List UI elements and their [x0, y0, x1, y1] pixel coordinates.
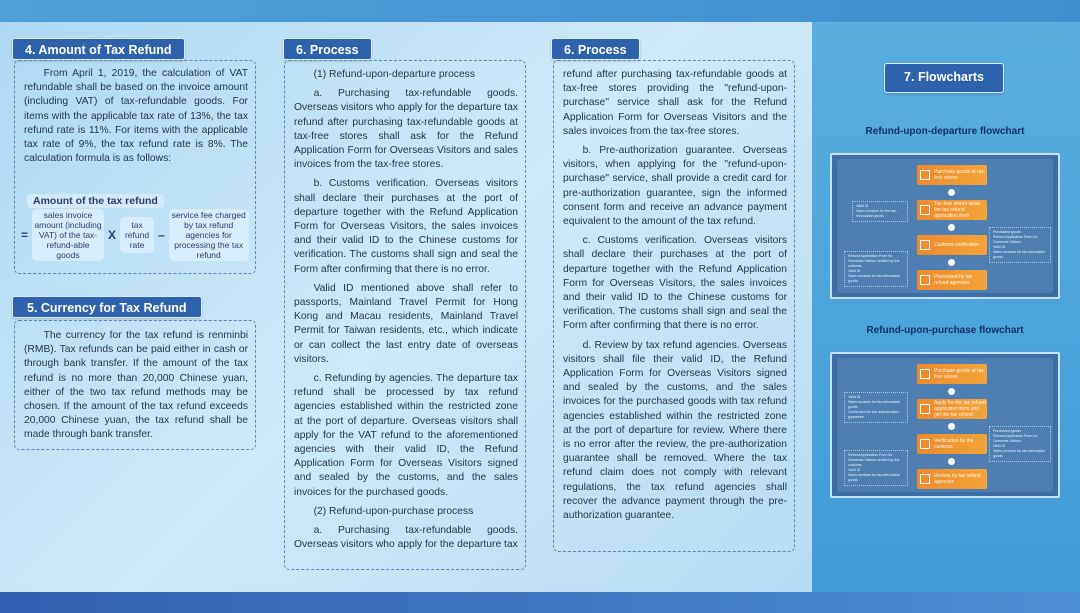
- formula-term-fee: service fee charged by tax refund agencies for processing the tax refund: [169, 209, 249, 261]
- bottom-band: [0, 592, 1080, 613]
- flow-step-label: Customs verification: [934, 242, 980, 248]
- connector-icon: [948, 388, 955, 395]
- flow-step-label: Purchase goods at tax-free stores: [934, 368, 986, 380]
- flow-step-label: Purchase goods at tax-free stores: [934, 169, 986, 181]
- flow-step: [917, 165, 987, 185]
- shopping-bag-icon: [920, 369, 930, 379]
- section-6-heading-2: 6. Process: [551, 38, 640, 60]
- section-4-text: From April 1, 2019, the calculation of VAT refundable shall be based on the invoice amount (including VAT) of tax-refundable goods. For items with the applicable tax rate of 13%, the tax refund rate is 11%. For items with the applicable tax rate of 9%, the tax refund rate is 8%. The calculation formula is as follows:: [24, 68, 248, 165]
- flow-step: [917, 364, 987, 384]
- connector-icon: [948, 458, 955, 465]
- process-paragraph: a. Purchasing tax-refundable goods. Overseas visitors who apply for the departure tax refund after purchasing tax-refundable goods at tax-free stores shall ask for the Refund Application Form for Overseas Visitors and sales invoices from the tax-free stores.: [294, 88, 518, 171]
- flow-step: [917, 399, 987, 419]
- note-item: Sales invoices for tax-refundable goods: [848, 400, 901, 409]
- note-item: Refund Application Form for Overseas Visitors: [993, 235, 1038, 244]
- connector-icon: [948, 423, 955, 430]
- process-paragraph: c. Refunding by agencies. The departure tax refund shall be processed by tax refund agencies established within the restricted zone at the port of departure. Overseas visitors shall apply for the VAT refund to the aforementioned agencies with their valid ID, the Refund Application Form for Overseas Visitors signed and sealed by the customs, and the sales invoices for the purchased goods.: [294, 373, 518, 498]
- note-item: Refund Application Form for Overseas Visitors verified by the customs: [848, 254, 900, 268]
- connector-icon: [948, 259, 955, 266]
- process-paragraph: refund after purchasing tax-refundable goods at tax-free stores providing the "refund-upon-purchase" service shall ask for the Refund Application Form for Overseas Visitors and the sales invoices from the tax-free stores.: [563, 69, 787, 137]
- flow-step-label: Processed by tax refund agencies: [934, 274, 973, 286]
- section-7-heading: 7. Flowcharts: [884, 63, 1004, 93]
- note-item: Sales invoices for tax-refundable goods: [993, 250, 1046, 259]
- section-5-box: [14, 320, 256, 450]
- flow-step-label: Review by tax refund agencies: [934, 473, 981, 485]
- section-6-box-2: [553, 60, 795, 552]
- note-item: Sales invoices for tax-refundable goods: [993, 449, 1046, 458]
- minus-sign: –: [158, 228, 165, 242]
- document-check-icon: [920, 439, 930, 449]
- shopping-bag-icon: [920, 170, 930, 180]
- equals-sign: =: [21, 228, 29, 242]
- section-6-heading-1: 6. Process: [283, 38, 372, 60]
- note-item: Valid ID: [993, 245, 1006, 249]
- note-item: Valid ID: [848, 395, 861, 399]
- formula-term-rate: tax refund rate: [120, 217, 154, 253]
- note-item: Sales invoices for tax-refundable goods: [848, 274, 901, 283]
- chart1-title: Refund-upon-departure flowchart: [865, 126, 1025, 137]
- flow-note: [844, 251, 908, 287]
- process-paragraph: (2) Refund-upon-purchase process: [313, 505, 474, 517]
- flow-step: [917, 469, 987, 489]
- section-4-box: [14, 60, 256, 274]
- note-item: Valid ID: [848, 468, 861, 472]
- flow-note: [844, 450, 908, 486]
- formula-title: [27, 191, 164, 209]
- process-paragraph: a. Purchasing tax-refundable goods. Overseas visitors who apply for the departure tax: [294, 525, 518, 551]
- note-item: Sales invoices for the tax-refundable goods: [856, 209, 898, 218]
- note-item: Refund Application Form for Overseas Visitors verified by the customs: [848, 453, 900, 467]
- refund-upon-purchase-flowchart: [830, 352, 1060, 498]
- process-paragraph: b. Pre-authorization guarantee. Overseas visitors, when applying for the "refund-upon-purchase" service, shall provide a credit card for pre-authorization guarantee, sign the informed consent form and receive an advance payment equivalent to the amount of the tax refund.: [563, 145, 787, 228]
- note-item: Valid ID: [993, 444, 1006, 448]
- flow-step-label: Verification by the customs: [934, 438, 974, 450]
- flow-step-label: Tax-free stores issue the tax refund application form: [934, 201, 981, 219]
- refund-upon-departure-flowchart: [830, 153, 1060, 299]
- document-check-icon: [920, 240, 930, 250]
- times-sign: X: [108, 228, 117, 242]
- note-item: Credit card for pre-authorization guarantee: [848, 410, 899, 419]
- process-paragraph: Valid ID mentioned above shall refer to passports, Mainland Travel Permit for Hong Kong and Macau residents, Mainland Travel Permit for Taiwan residents, etc., which indicate or can collect the last entry date of overseas visitors.: [294, 282, 518, 365]
- note-item: Purchased goods: [993, 230, 1021, 234]
- note-item: Sales invoices for tax-refundable goods: [848, 473, 901, 482]
- note-item: Purchased goods: [993, 429, 1021, 433]
- note-item: Valid ID: [856, 204, 869, 208]
- flow-note: [844, 392, 908, 423]
- process-paragraph: c. Customs verification. Overseas visitors shall declare their purchases at the port of departure together with the Refund Application Form for Overseas Visitors, the sales invoices and their valid ID to the Chinese customs for verification. The customs shall sign and seal the Form after confirming that there is no error.: [563, 235, 787, 332]
- section-6-box-1: [284, 60, 526, 570]
- connector-icon: [948, 189, 955, 196]
- form-icon: [920, 205, 930, 215]
- chart2-title: Refund-upon-purchase flowchart: [866, 325, 1024, 336]
- cash-machine-icon: [920, 275, 930, 285]
- section-4-heading: 4. Amount of Tax Refund: [12, 38, 185, 60]
- cash-machine-icon: [920, 404, 930, 414]
- flow-step: [917, 200, 987, 220]
- process-paragraph: d. Review by tax refund agencies. Overseas visitors shall file their valid ID, the Refund Application Form for Overseas Visitors signed and sealed by the customs, and the sales invoices for the purchased goods with tax refund agencies established within the restricted zone at the port of departure for review. Where there is no error after the review, the pre-authorization guarantee shall be removed. Where the tax refund claim does not comply with relevant regulations, the tax refund agencies shall recover the advance payment through the pre-authorization guarantee.: [563, 339, 787, 522]
- top-band: [0, 0, 1080, 22]
- note-item: Refund Application Form for Overseas Visitors: [993, 434, 1038, 443]
- process-paragraph: b. Customs verification. Overseas visitors shall declare their purchases at the port of departure together with the Refund Application Form for Overseas Visitors, the sales invoices and their valid ID to the Chinese customs for verification. The customs shall sign and seal the Form after confirming that there is no error.: [294, 178, 518, 275]
- envelope-icon: [920, 474, 930, 484]
- flow-step: [917, 434, 987, 454]
- flowchart-panel: [812, 22, 1080, 592]
- formula-title-text: Amount of the tax refund: [27, 194, 164, 208]
- section-5-text: The currency for the tax refund is renminbi (RMB). Tax refunds can be paid either in cash or through bank transfer. If the amount of the tax refund is no more than 20,000 Chinese yuan, either of the two tax refund methods may be chosen. If the amount of the tax refund exceeds 20,000 Chinese yuan, the tax refund shall be made through bank transfer.: [24, 330, 248, 441]
- process-paragraph: (1) Refund-upon-departure process: [313, 69, 475, 80]
- connector-icon: [948, 224, 955, 231]
- flow-note: [989, 426, 1051, 462]
- flow-step-label: Apply for the tax refund application form and get the tax refund: [934, 400, 986, 418]
- flow-step: [917, 270, 987, 290]
- flow-step: [917, 235, 987, 255]
- flow-note: [989, 227, 1051, 263]
- note-item: Valid ID: [848, 269, 861, 273]
- formula: [21, 209, 251, 261]
- formula-term-invoice: sales invoice amount (including VAT) of the tax-refund-able goods: [32, 209, 104, 261]
- flow-note: [852, 201, 908, 222]
- section-5-heading: 5. Currency for Tax Refund: [12, 296, 202, 318]
